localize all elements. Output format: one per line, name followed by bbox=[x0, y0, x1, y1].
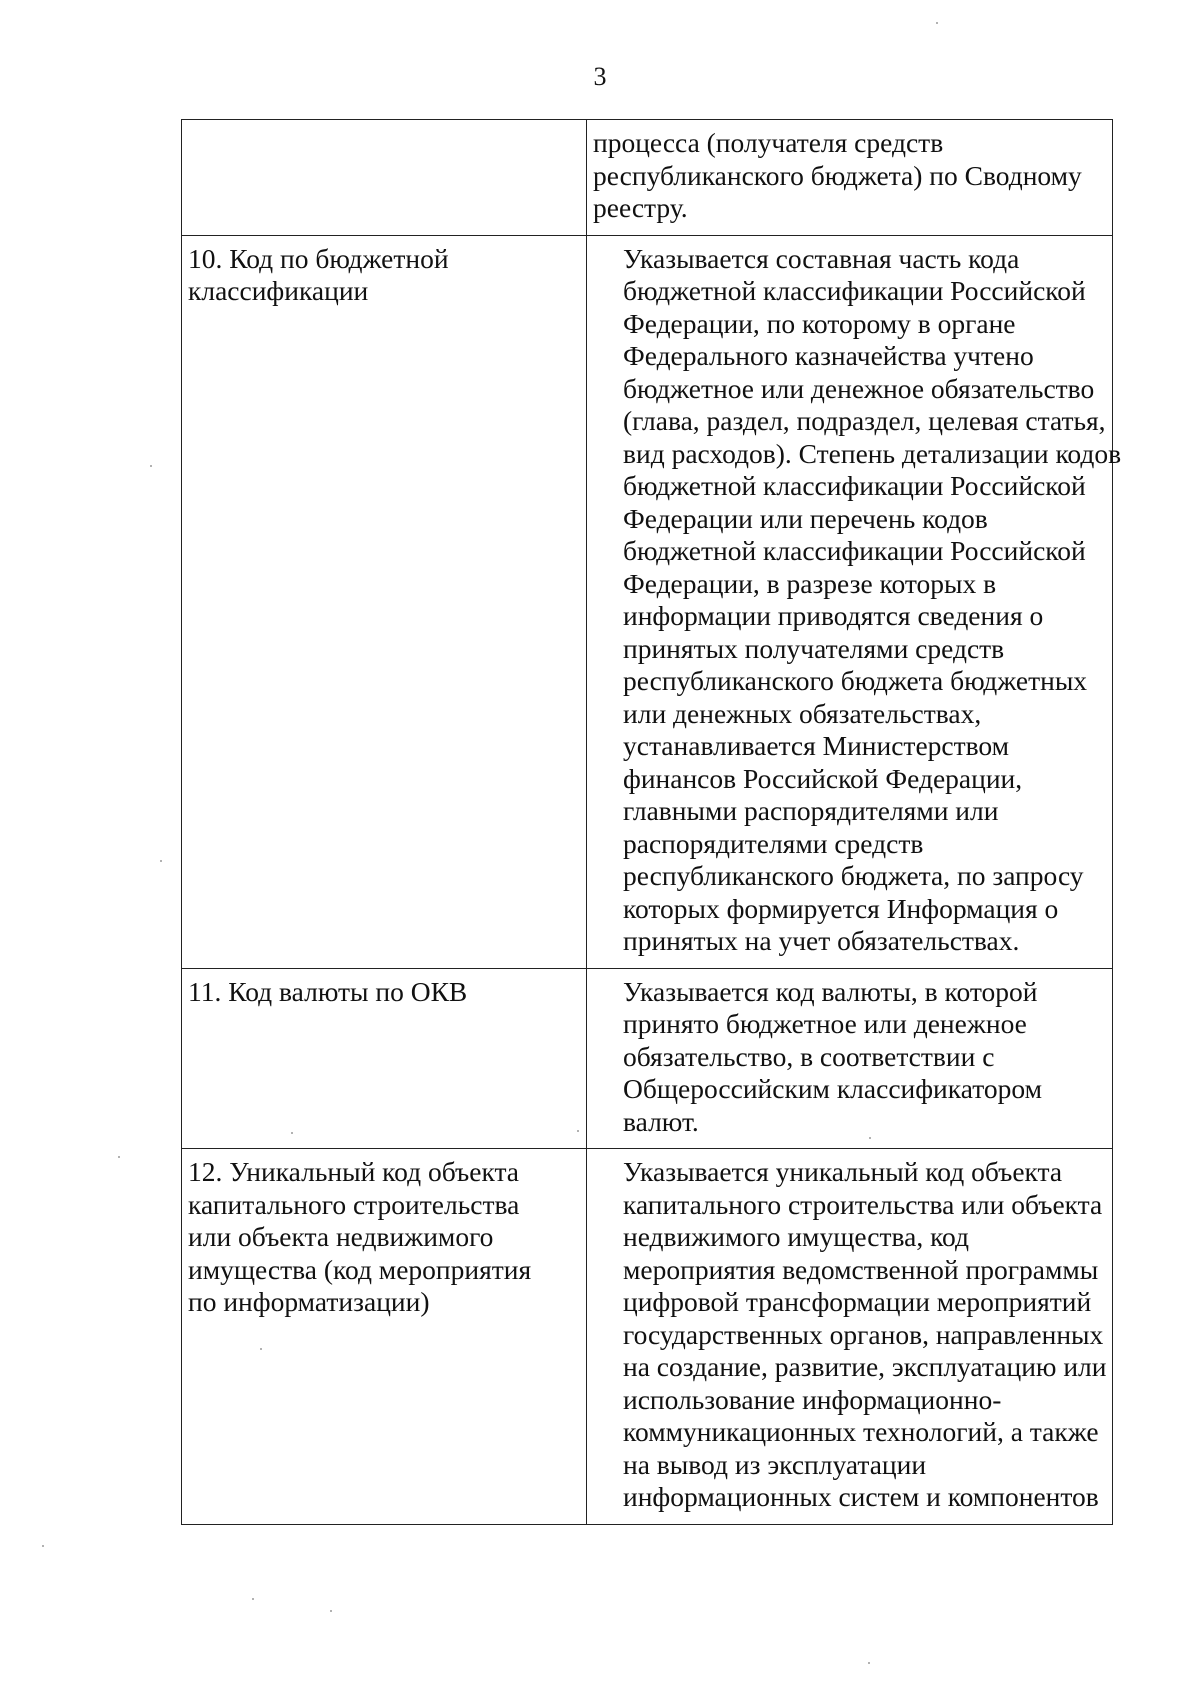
field-description-line: реестру. bbox=[593, 192, 688, 223]
field-description-line: на вывод из эксплуатации bbox=[623, 1448, 927, 1480]
field-name-line: классификации bbox=[188, 275, 369, 306]
scan-speck bbox=[160, 860, 162, 862]
field-description-line: бюджетное или денежное обязательство bbox=[623, 372, 1095, 404]
field-description-cell bbox=[587, 1149, 1113, 1525]
field-description-line: валют. bbox=[623, 1105, 699, 1137]
scan-speck bbox=[42, 1545, 44, 1547]
field-description-line: коммуникационных технологий, а также bbox=[623, 1416, 1099, 1447]
field-description-line: бюджетной классификации Российской bbox=[623, 535, 1086, 566]
field-description-line: принятых на учет обязательствах. bbox=[623, 925, 1020, 956]
table-row bbox=[182, 120, 1113, 236]
field-description-line: Указывается составная часть кода bbox=[623, 242, 1020, 274]
field-name-line: капитального строительства bbox=[188, 1188, 520, 1220]
field-description-line: информации приводятся сведения о bbox=[623, 600, 1044, 631]
field-description-line: финансов Российской Федерации, bbox=[623, 762, 1023, 794]
scan-speck bbox=[260, 1348, 262, 1350]
field-name-line: 12. Уникальный код объекта bbox=[188, 1156, 520, 1187]
scan-speck bbox=[868, 1662, 870, 1664]
field-description-line: распорядителями средств bbox=[623, 827, 924, 859]
field-description-line: бюджетной классификации Российской bbox=[623, 470, 1086, 501]
field-description-line: республиканского бюджета, по запросу bbox=[623, 860, 1084, 891]
scan-speck bbox=[577, 1130, 579, 1132]
field-description-line: государственных органов, направленных bbox=[623, 1318, 1104, 1350]
field-description-cell bbox=[587, 235, 1122, 968]
field-name-cell bbox=[182, 1149, 587, 1525]
table-row bbox=[182, 968, 1113, 1149]
field-description-line: обязательство, в соответствии с bbox=[623, 1040, 995, 1072]
field-description-line: устанавливается Министерством bbox=[623, 730, 1010, 761]
field-description-line: на создание, развитие, эксплуатацию или bbox=[623, 1351, 1107, 1382]
field-description-line: бюджетной классификации Российской bbox=[623, 275, 1086, 306]
field-name-cell bbox=[182, 120, 587, 236]
field-description-line: Федерального казначейства учтено bbox=[623, 340, 1034, 371]
field-name-line: по информатизации) bbox=[188, 1286, 430, 1317]
field-description-line: (глава, раздел, подраздел, целевая статья, bbox=[623, 405, 1106, 436]
scan-speck bbox=[330, 1610, 332, 1612]
definitions-table bbox=[181, 119, 1122, 1525]
field-description-line: процесса (получателя средств bbox=[593, 127, 944, 158]
field-description-cell bbox=[587, 120, 1113, 236]
table-row bbox=[182, 1149, 1113, 1525]
field-description-line: Указывается код валюты, в которой bbox=[623, 975, 1038, 1007]
scan-speck bbox=[869, 1137, 871, 1139]
field-description bbox=[593, 1156, 1106, 1514]
field-description-line: Федерации или перечень кодов bbox=[623, 502, 988, 534]
field-description bbox=[593, 976, 1106, 1139]
field-name-cell bbox=[182, 235, 587, 968]
field-description bbox=[593, 127, 1106, 225]
table-row bbox=[182, 235, 1113, 968]
field-description-line: принятых получателями средств bbox=[623, 632, 1005, 664]
field-description-line: главными распорядителями или bbox=[623, 795, 999, 826]
field-description-line: Федерации, по которому в органе bbox=[623, 307, 1016, 339]
field-description bbox=[593, 242, 1122, 958]
field-description-line: Федерации, в разрезе которых в bbox=[623, 567, 997, 599]
scan-speck bbox=[150, 465, 152, 467]
field-name-line: или объекта недвижимого bbox=[188, 1221, 494, 1252]
field-name-line: имущества (код мероприятия bbox=[188, 1253, 532, 1285]
field-description-line: Общероссийским классификатором bbox=[623, 1073, 1042, 1104]
field-description-line: использование информационно- bbox=[623, 1383, 1002, 1415]
field-name-line: 11. Код валюты по ОКВ bbox=[188, 975, 468, 1007]
field-description-line: республиканского бюджета) по Сводному bbox=[593, 159, 1082, 191]
field-description-line: принято бюджетное или денежное bbox=[623, 1008, 1027, 1039]
scan-speck bbox=[252, 1598, 254, 1600]
field-name-cell bbox=[182, 968, 587, 1149]
page-number: 3 bbox=[593, 62, 607, 91]
field-description-line: капитального строительства или объекта bbox=[623, 1188, 1103, 1220]
field-description-line: мероприятия ведомственной программы bbox=[623, 1253, 1099, 1285]
table-body bbox=[182, 120, 1122, 1525]
field-description-line: Указывается уникальный код объекта bbox=[623, 1156, 1063, 1187]
scan-speck bbox=[936, 22, 938, 24]
field-description-line: республиканского бюджета бюджетных bbox=[623, 665, 1088, 696]
field-description-cell bbox=[587, 968, 1113, 1149]
scan-speck bbox=[291, 1132, 293, 1134]
field-description-line: которых формируется Информация о bbox=[623, 892, 1059, 924]
field-description-line: вид расходов). Степень детализации кодов bbox=[623, 437, 1122, 469]
field-description-line: или денежных обязательствах, bbox=[623, 697, 982, 729]
field-description-line: информационных систем и компонентов bbox=[623, 1481, 1099, 1512]
field-description-line: цифровой трансформации мероприятий bbox=[623, 1286, 1092, 1317]
field-name-line: 10. Код по бюджетной bbox=[188, 242, 449, 274]
scan-speck bbox=[118, 1156, 120, 1158]
field-description-line: недвижимого имущества, код bbox=[623, 1221, 969, 1252]
